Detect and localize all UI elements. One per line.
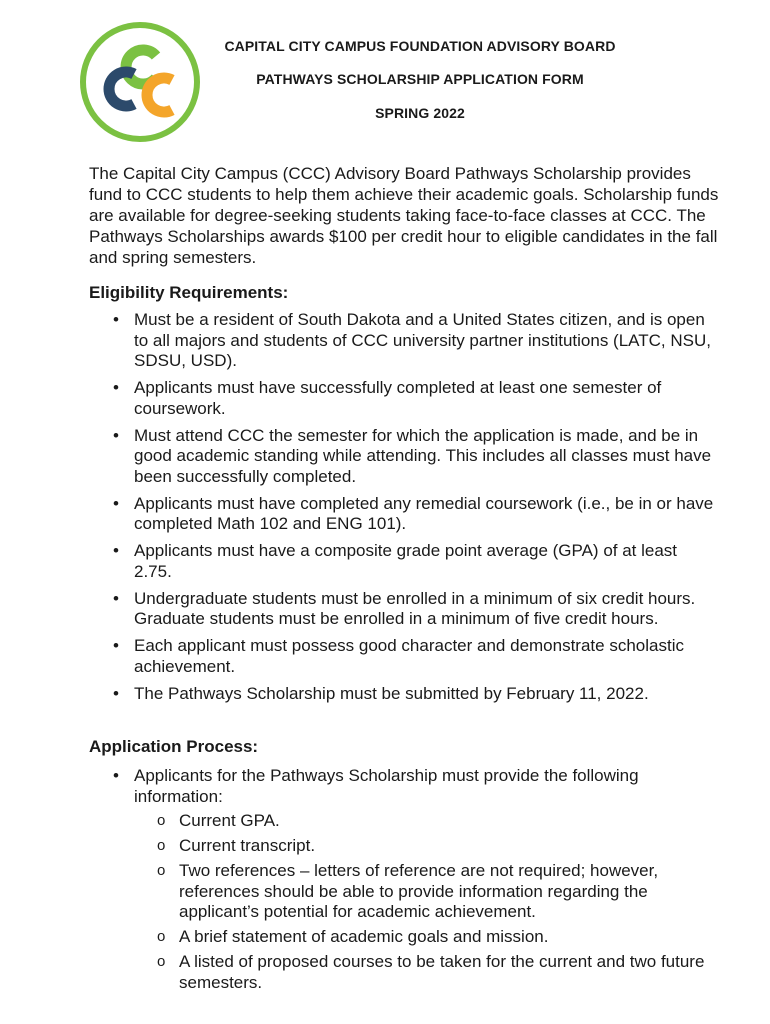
list-item: • Each applicant must possess good character and demonstrate scholastic achievement. (113, 636, 684, 676)
list-item: • Must attend CCC the semester for which the application is made, and be in good academic standing while attending. This includes all classes must have been successfully completed. (113, 425, 712, 486)
circle-bullet-icon: o (157, 862, 166, 879)
bullet-icon: • (113, 493, 119, 513)
bullet-icon: • (113, 636, 119, 655)
bullet-icon: • (113, 541, 119, 560)
list-item: • Applicants must have a composite grade point average (GPA) of at least 2.75. (113, 541, 678, 581)
bullet-icon: • (113, 425, 119, 445)
circle-bullet-icon: o (157, 928, 166, 945)
eligibility-list (89, 310, 719, 711)
list-item: • The Pathways Scholarship must be submitted by February 11, 2022. (113, 683, 649, 703)
sublist-item: o Current GPA. (157, 811, 280, 830)
circle-bullet-icon: o (157, 837, 166, 854)
bullet-icon: • (113, 683, 119, 703)
sublist-item: o A brief statement of academic goals and mission. (157, 927, 549, 946)
bullet-icon: • (113, 766, 119, 785)
requirements-sublist (134, 811, 719, 993)
bullet-icon: • (113, 310, 119, 329)
application-title: Application Process: (89, 737, 259, 756)
list-item: • Applicants must have completed any remedial coursework (i.e., be in or have completed Math 102 and ENG 101). (113, 493, 714, 533)
list-item: • Applicants must have successfully completed at least one semester of coursework. (113, 378, 662, 418)
eligibility-title: Eligibility Requirements: (89, 283, 289, 302)
sublist-item: o Two references – letters of reference are not required; however, references should be able to provide information regarding the applicant’s potential for academic achievement. (157, 861, 659, 921)
sublist-item: o Current transcript. (157, 836, 316, 855)
ccc-logo (78, 20, 202, 144)
header-org: CAPITAL CITY CAMPUS FOUNDATION ADVISORY BOARD (224, 38, 616, 54)
logo-c-orange (147, 78, 172, 112)
header-form-title: PATHWAYS SCHOLARSHIP APPLICATION FORM (256, 71, 584, 87)
list-item: • Undergraduate students must be enrolled in a minimum of six credit hours. Graduate students must be enrolled in a minimum of five credit hours. (113, 588, 696, 628)
sublist-item: o A listed of proposed courses to be taken for the current and two future semesters. (157, 952, 705, 992)
intro-paragraph: The Capital City Campus (CCC) Advisory Board Pathways Scholarship provides fund to CCC students to help them achieve their academic goals. Scholarship funds are available for degree-seeking students taking face-to-face classes at CCC. The Pathways Scholarships awards $100 per credit hour to eligible candidates in the fall and spring semesters. (89, 164, 719, 267)
circle-bullet-icon: o (157, 812, 166, 829)
header-term: SPRING 2022 (375, 105, 465, 121)
bullet-icon: • (113, 588, 119, 608)
logo-c-navy (109, 72, 134, 106)
list-item: • Must be a resident of South Dakota and a United States citizen, and is open to all majors and students of CCC university partner institutions (LATC, NSU, SDSU, USD). (113, 310, 711, 370)
list-item: • Applicants for the Pathways Scholarship must provide the following information: o Current GPA. o Current transcript. o Two references – letters of reference are not required; however, references should be able to provide information regarding the applicant’s potential for academic achievement. o A brief statement of academic goals and mission. o A listed of proposed courses to be taken for the current and two future semesters. (89, 766, 719, 993)
bullet-icon: • (113, 378, 119, 397)
application-list (89, 766, 719, 1000)
circle-bullet-icon: o (157, 953, 166, 970)
